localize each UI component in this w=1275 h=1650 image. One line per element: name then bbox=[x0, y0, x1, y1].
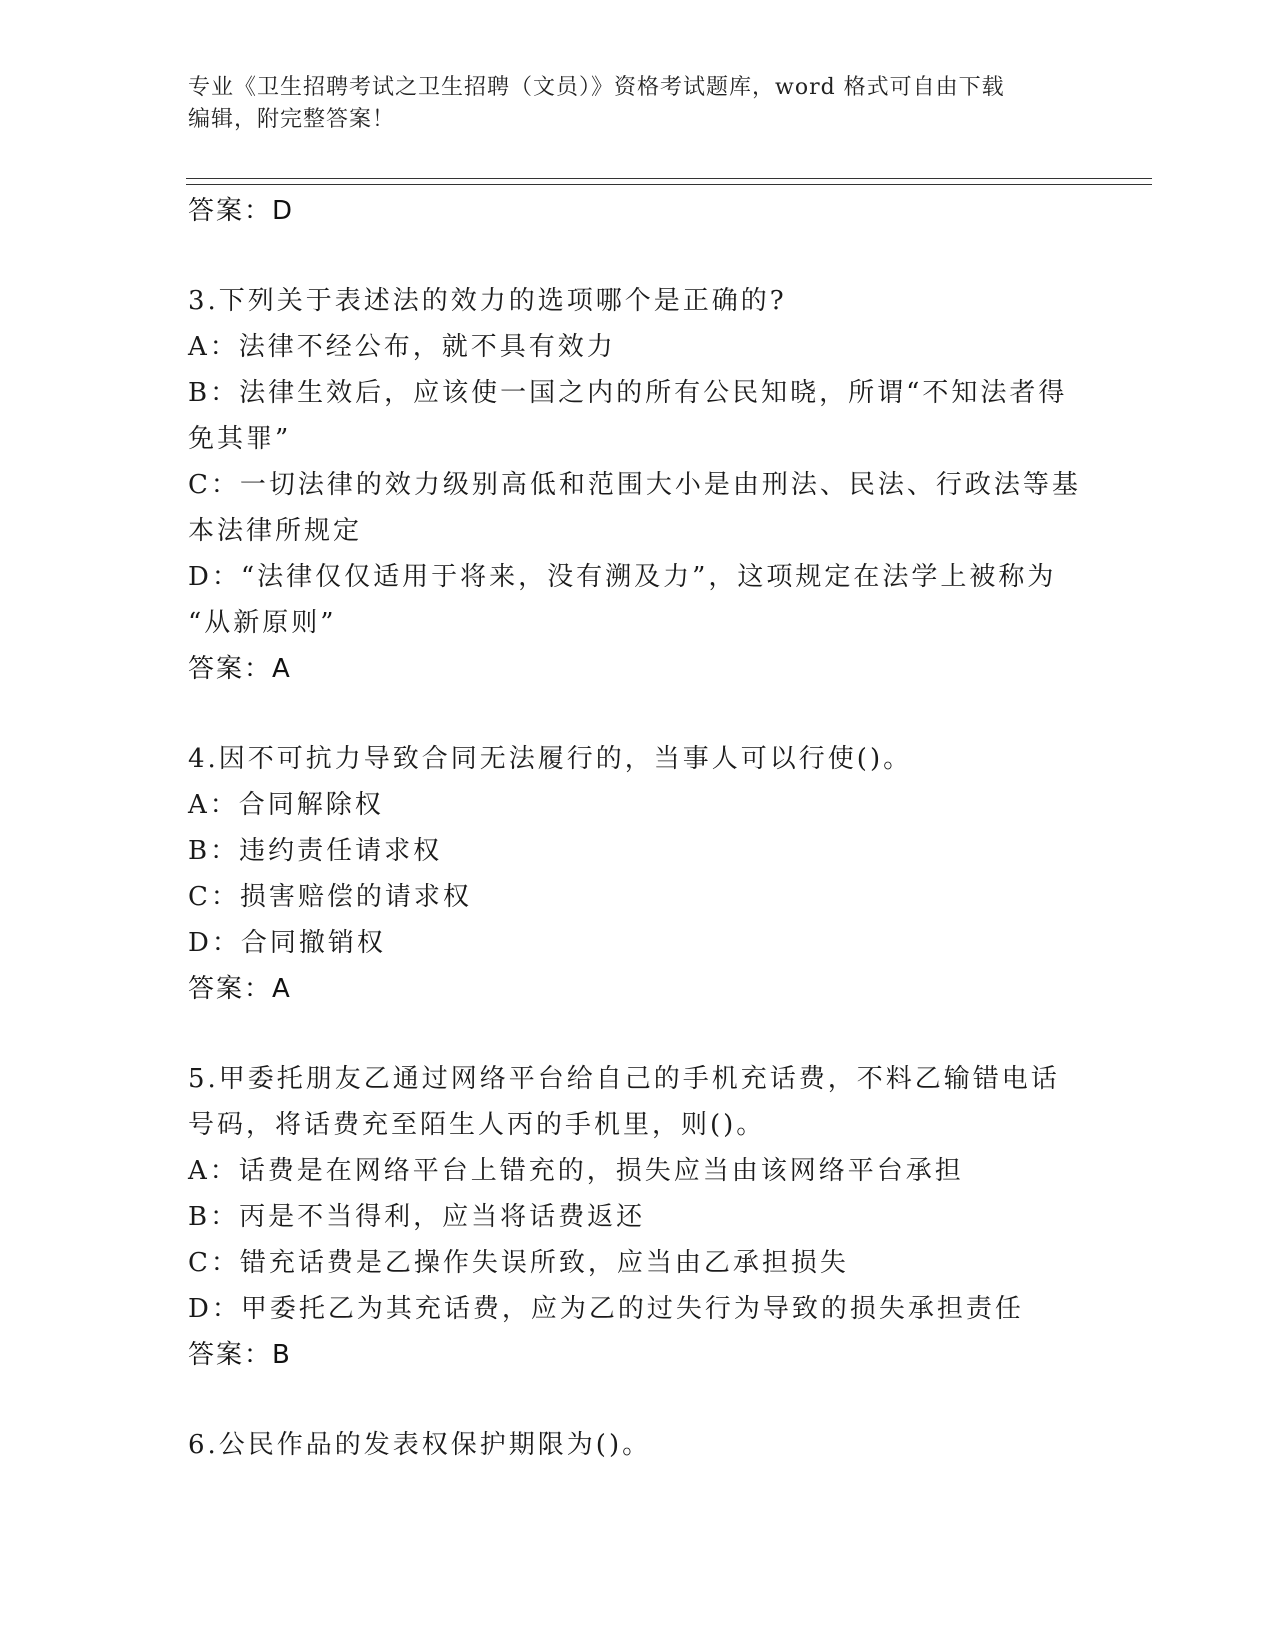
header-divider-bottom bbox=[186, 184, 1152, 185]
answer-option: C：损害赔偿的请求权 bbox=[188, 882, 472, 912]
question-block bbox=[188, 278, 1088, 692]
answer-option: C：错充话费是乙操作失误所致，应当由乙承担损失 bbox=[188, 1248, 849, 1278]
question-stem: 4.因不可抗力导致合同无法履行的，当事人可以行使()。 bbox=[188, 744, 913, 774]
answer-option: B：法律生效后，应该使一国之内的所有公民知晓，所谓“不知法者得 bbox=[188, 378, 1068, 408]
answer-key: 答案：A bbox=[188, 974, 292, 1004]
question-stem: 号码，将话费充至陌生人丙的手机里，则()。 bbox=[188, 1110, 766, 1140]
answer-option: B：违约责任请求权 bbox=[188, 836, 443, 866]
header-line-1: 专业《卫生招聘考试之卫生招聘（文员）》资格考试题库，word 格式可自由下载 bbox=[188, 75, 1005, 100]
answer-option: A：合同解除权 bbox=[188, 790, 384, 820]
question-block bbox=[188, 736, 1088, 1012]
previous-answer: 答案：D bbox=[188, 196, 295, 226]
answer-option: 免其罪” bbox=[188, 424, 292, 454]
answer-option: 本法律所规定 bbox=[188, 516, 363, 546]
question-list bbox=[188, 188, 1088, 1468]
question-stem: 5.甲委托朋友乙通过网络平台给自己的手机充话费，不料乙输错电话 bbox=[188, 1064, 1060, 1094]
answer-option: A：话费是在网络平台上错充的，损失应当由该网络平台承担 bbox=[188, 1156, 964, 1186]
answer-key: 答案：B bbox=[188, 1340, 292, 1370]
document-header bbox=[188, 72, 1088, 136]
question-stem: 6.公民作品的发表权保护期限为()。 bbox=[188, 1430, 652, 1460]
answer-key: 答案：A bbox=[188, 654, 292, 684]
question-block bbox=[188, 1422, 1088, 1468]
answer-option: A：法律不经公布，就不具有效力 bbox=[188, 332, 616, 362]
answer-option: D：合同撤销权 bbox=[188, 928, 386, 958]
question-stem: 3.下列关于表述法的效力的选项哪个是正确的? bbox=[188, 286, 787, 316]
question-block bbox=[188, 1056, 1088, 1378]
header-line-2: 编辑，附完整答案！ bbox=[188, 107, 396, 132]
answer-option: D：甲委托乙为其充话费，应为乙的过失行为导致的损失承担责任 bbox=[188, 1294, 1024, 1324]
answer-option: D：“法律仅仅适用于将来，没有溯及力”，这项规定在法学上被称为 bbox=[188, 562, 1057, 592]
answer-option: B：丙是不当得利，应当将话费返还 bbox=[188, 1202, 646, 1232]
answer-option: C：一切法律的效力级别高低和范围大小是由刑法、民法、行政法等基 bbox=[188, 470, 1081, 500]
header-divider-top bbox=[186, 178, 1152, 179]
answer-option: “从新原则” bbox=[188, 608, 337, 638]
